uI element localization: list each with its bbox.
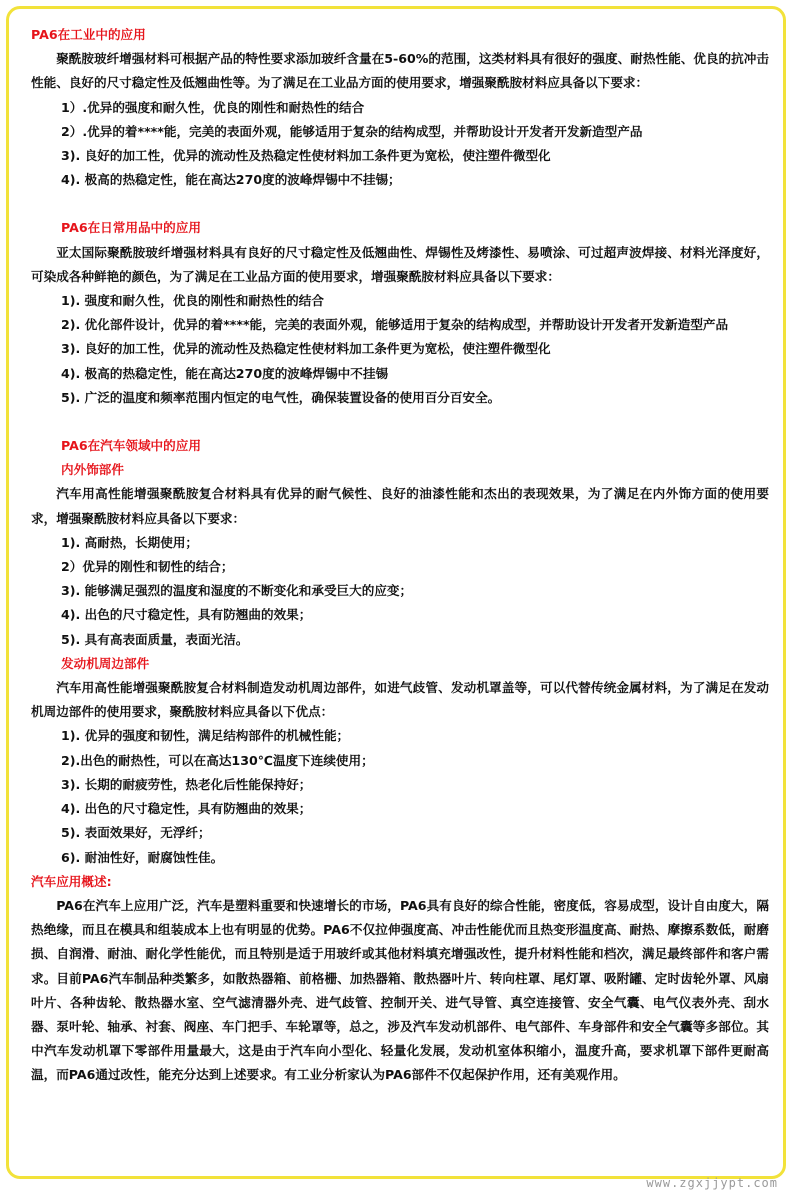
section-body-overview: PA6在汽车上应用广泛，汽车是塑料重要和快速增长的市场，PA6具有良好的综合性能，密度低，容易成型，设计自由度大，隔热绝缘，而且在模具和组装成本上也有明显的优势。PA6不仅拉伸强度高、冲击性能优而且热变形温度高、耐热、摩擦系数低，耐磨损、自润滑、耐油、耐化学性能优，而且特别是适于用玻纤或其他材料填充增强改性，提升材料性能和档次，满足最终部件和客户需求。目前PA6汽车制品种类繁多，如散热器箱、前格栅、加热器箱、散热器叶片、转向柱罩、尾灯罩、吸附罐、定时齿轮外罩、风扇叶片、各种齿轮、散热器水室、空气滤清器外壳、进气歧管、控制开关、进气导管、真空连接管、安全气囊、电气仪表外壳、刮水器、泵叶轮、轴承、衬套、阀座、车门把手、车轮罩等，总之，涉及汽车发动机部件、电气部件、车身部件和安全气囊等多部位。其中汽车发动机罩下零部件用量最大，这是由于汽车向小型化、轻量化发展，发动机室体积缩小，温度升高，要求机罩下部件更耐高温，而PA6通过改性，能充分达到上述要求。有工业分析家认为PA6部件不仅起保护作用，还有美观作用。 (31, 897, 769, 1083)
section-title-overview: 汽车应用概述: (31, 873, 112, 889)
list-item: 1). 优异的强度和韧性，满足结构部件的机械性能； (61, 728, 350, 744)
subsection-title-interior: 内外饰部件 (61, 462, 124, 478)
section-title-industrial: PA6在工业中的应用 (31, 27, 146, 42)
list-item: 1). 强度和耐久性，优良的刚性和耐热性的结合 (61, 293, 324, 309)
list-item: 5). 广泛的温度和频率范围内恒定的电气性，确保装置设备的使用百分百安全。 (61, 389, 501, 405)
list-item: 4). 极高的热稳定性，能在高达270度的波峰焊锡中不挂锡； (61, 172, 401, 188)
document-body (31, 23, 769, 1088)
subsection-intro-interior: 汽车用高性能增强聚酰胺复合材料具有优异的耐气候性、良好的油漆性能和杰出的表现效果，为了满足在内外饰方面的使用要求，增强聚酰胺材料应具备以下要求： (31, 486, 769, 526)
list-item: 1）.优异的强度和耐久性，优良的刚性和耐热性的结合 (61, 99, 365, 115)
list-item: 6). 耐油性好，耐腐蚀性佳。 (61, 849, 224, 865)
list-item: 3). 良好的加工性，优异的流动性及热稳定性使材料加工条件更为宽松，使注塑件微型化 (61, 148, 551, 164)
list-item: 4). 出色的尺寸稳定性，具有防翘曲的效果； (61, 607, 312, 623)
list-item: 2）.优异的着****能，完美的表面外观，能够适用于复杂的结构成型，并帮助设计开发者开发新造型产品 (61, 123, 643, 139)
list-item: 4). 极高的热稳定性，能在高达270度的波峰焊锡中不挂锡 (61, 365, 389, 381)
list-item: 5). 具有高表面质量，表面光洁。 (61, 631, 249, 647)
list-item: 3). 长期的耐疲劳性，热老化后性能保持好； (61, 776, 312, 792)
list-item: 2）优异的刚性和韧性的结合； (61, 559, 234, 575)
list-item: 3). 良好的加工性，优异的流动性及热稳定性使材料加工条件更为宽松，使注塑件微型化 (61, 341, 551, 357)
list-item: 2).出色的耐热性，可以在高达130℃温度下连续使用； (61, 752, 374, 768)
spacer (31, 192, 769, 216)
list-item: 3). 能够满足强烈的温度和湿度的不断变化和承受巨大的应变； (61, 583, 413, 599)
list-item: 5). 表面效果好，无浮纤； (61, 825, 211, 841)
subsection-title-engine: 发动机周边部件 (61, 655, 150, 671)
section-intro-daily: 亚太国际聚酰胺玻纤增强材料具有良好的尺寸稳定性及低翘曲性、焊锡性及烤漆性、易喷涂、可过超声波焊接、材料光泽度好，可染成各种鲜艳的颜色，为了满足在工业品方面的使用要求，增强聚酰胺材料应具备以下要求： (31, 244, 769, 284)
watermark-url: www.zgxjjypt.com (646, 1176, 778, 1190)
list-item: 1). 高耐热，长期使用； (61, 534, 199, 550)
subsection-intro-engine: 汽车用高性能增强聚酰胺复合材料制造发动机周边部件，如进气歧管、发动机罩盖等，可以代替传统金属材料，为了满足在发动机周边部件的使用要求，聚酰胺材料应具备以下优点： (31, 680, 769, 720)
section-title-automotive: PA6在汽车领域中的应用 (61, 438, 201, 454)
spacer (31, 410, 769, 434)
section-title-daily: PA6在日常用品中的应用 (61, 220, 201, 236)
list-item: 4). 出色的尺寸稳定性，具有防翘曲的效果； (61, 801, 312, 817)
list-item-wrapped: 2). 优化部件设计，优异的着****能，完美的表面外观，能够适用于复杂的结构成型，并帮助设计开发者开发新造型产品 (61, 317, 729, 333)
document-frame (6, 6, 786, 1179)
section-intro-industrial: 聚酰胺玻纤增强材料可根据产品的特性要求添加玻纤含量在5-60%的范围，这类材料具有很好的强度、耐热性能、优良的抗冲击性能、良好的尺寸稳定性及低翘曲性等。为了满足在工业品方面的使用要求，增强聚酰胺材料应具备以下要求： (31, 51, 769, 91)
